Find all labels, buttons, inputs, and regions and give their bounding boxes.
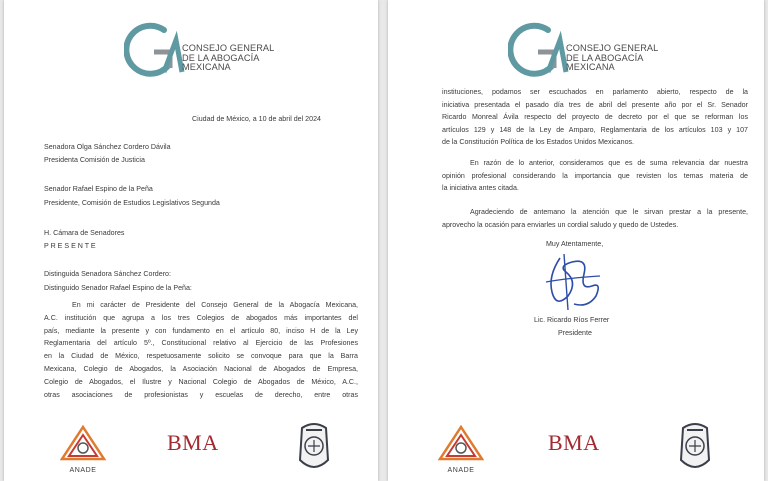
anade-label: ANADE [69,467,97,474]
logo-line-2: DE LA ABOGACÍA [182,52,260,63]
body-line: En mi carácter de Presidente del Consejo General de la Abogacía Mexicana, [72,301,358,309]
seal-icon [675,420,715,476]
bma-logo: BMA [548,430,600,455]
closing-salutation: Muy Atentamente, [546,240,604,248]
body-line: Agradeciendo de antemano la atención que le sirvan prestar a la presente, [470,208,748,216]
body-line: A.C. institución que agrupa a los tres Colegios de abogados más importantes del [44,313,358,322]
body-line: instituciones, podamos ser escuchados en parlamento abierto, respecto de la [442,88,748,96]
anade-logo [436,425,486,475]
body-paragraph [44,299,358,401]
colegio-seal [675,420,715,481]
body-line: Ricardo Monreal Ávila respecto del proyecto de decreto por el que se reforman los [442,113,748,122]
anade-label: ANADE [447,467,475,474]
logo-line-3: MEXICANA [182,62,231,72]
letter-page-1 [4,0,378,481]
present-label: P R E S E N T E [44,242,96,250]
recipient-2-name: Senador Rafael Espino de la Peña [44,185,153,193]
body-line: iniciativa presentada el pasado día tres de abril del presente año por el Sr. Senador [442,100,748,109]
anade-logo [58,425,108,475]
body-line: otras asociaciones de profesionistas y escuelas de derecho, entre otras [44,390,358,399]
body-line: país, mediante la presente y con fundamento en el artículo 80, inciso H de la Ley [44,326,358,335]
signer-name: Lic. Ricardo Ríos Ferrer [534,316,610,324]
paragraph-3 [442,206,748,231]
body-line: aprovecho la ocasión para enviarles un cordial saludo y quedo de Ustedes. [442,220,679,229]
body-line: de la Constitución Política de los Estados Unidos Mexicanos. [442,138,635,147]
greeting-2: Distinguido Senador Rafael Espino de la Peña: [44,284,192,292]
letter-date: Ciudad de México, a 10 de abril del 2024 [192,115,321,123]
body-line: Reglamentaria del artículo 5º., Constitucional relativo al Ejercicio de las Profesiones [44,339,358,348]
logo-line-1: CONSEJO GENERAL [182,43,275,53]
body-line: opinión profesional considerando la importancia que revisten los temas materia de [442,171,748,180]
anade-triangle-icon [58,425,108,461]
body-line: artículos 129 y 148 de la Ley de Amparo, Reglamentaria de los artículos 103 y 107 [442,125,748,134]
paragraph-2 [442,157,748,195]
body-line: Mexicana, Colegio de Abogados, la Asociación Nacional de Abogados de Empresa, [44,364,358,373]
recipient-2-title: Presidente, Comisión de Estudios Legislativos Segunda [44,199,220,207]
logo-line-3: MEXICANA [566,62,615,72]
chamber-name: H. Cámara de Senadores [44,229,125,237]
paragraph-1 [442,86,748,149]
greeting-1: Distinguida Senadora Sánchez Cordero: [44,270,171,278]
signature [538,252,608,319]
anade-triangle-icon [436,425,486,461]
body-line: la iniciativa antes citada. [442,184,519,193]
body-line: En razón de lo anterior, consideramos que es de suma relevancia dar nuestra [470,159,748,167]
cgam-logo [124,22,304,82]
recipient-1-title: Presidenta Comisión de Justicia [44,156,145,164]
recipient-1-name: Senadora Olga Sánchez Cordero Dávila [44,143,171,151]
bma-logo: BMA [167,430,219,455]
colegio-seal [294,420,334,481]
cgam-logo [508,22,688,82]
logo-line-1: CONSEJO GENERAL [566,43,659,53]
letter-page-2 [388,0,764,481]
logo-line-2: DE LA ABOGACÍA [566,52,644,63]
cgam-logo-icon [124,22,186,80]
signer-title: Presidente [558,329,592,337]
body-line: en la Ciudad de México, respetuosamente solicito se convoque para que la Barra [44,352,358,361]
cgam-logo-icon [508,22,570,80]
body-line: Colegio de Abogados, el Ilustre y Nacional Colegio de Abogados de México, A.C., [44,377,358,386]
seal-icon [294,420,334,476]
signature-icon [538,252,608,314]
